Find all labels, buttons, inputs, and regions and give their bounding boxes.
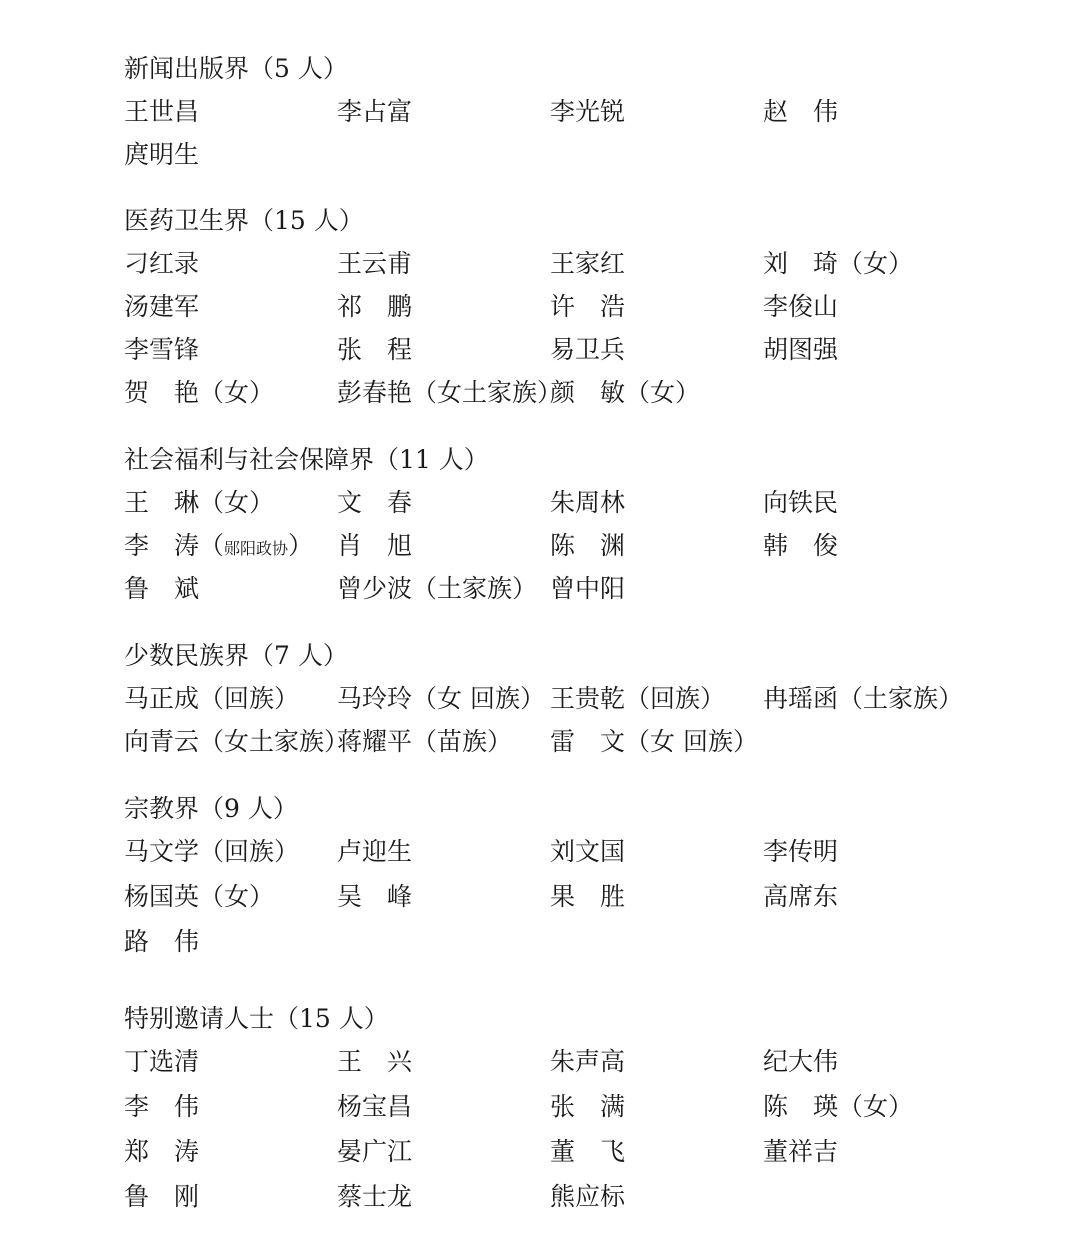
member-name: 朱声高 [550,1047,626,1076]
member-name: 李雪锋 [124,335,200,364]
member-name: 张 满 [550,1092,626,1121]
member-name: 胡图强 [763,335,839,364]
member-name: 冉瑶函（土家族） [763,684,964,713]
member-name: 蒋耀平（苗族） [337,727,513,756]
member-name: 向青云（女土家族） [124,727,350,756]
member-name: 颜 敏（女） [550,378,701,407]
member-name: 刘 琦（女） [763,249,914,278]
member-name: 王云甫 [337,249,413,278]
member-name: 郑 涛 [124,1137,200,1166]
member-name: 李 涛（郧阳政协） [124,531,314,560]
member-name: 王世昌 [124,97,200,126]
member-name: 向铁民 [763,488,839,517]
name-grid [124,488,1024,604]
member-name: 李俊山 [763,292,839,321]
member-name: 杨国英（女） [124,882,275,911]
member-name: 曾中阳 [550,574,626,603]
member-name: 王 兴 [337,1047,413,1076]
member-name: 杨宝昌 [337,1092,413,1121]
section-title: 特别邀请人士（15 人） [124,1004,389,1033]
member-name: 李光锐 [550,97,626,126]
member-name: 李占富 [337,97,413,126]
member-name: 董 飞 [550,1137,626,1166]
section-medicine-health [124,206,1024,408]
member-name: 雷 文（女 回族） [550,727,758,756]
member-name: 贺 艳（女） [124,378,275,407]
member-name: 李传明 [763,837,839,866]
member-name: 陈 渊 [550,531,626,560]
member-name: 纪大伟 [763,1047,839,1076]
member-name: 卢迎生 [337,837,413,866]
section-special-invitees [124,1004,1024,1212]
member-name: 吴 峰 [337,882,413,911]
member-name: 王家红 [550,249,626,278]
member-name: 晏广江 [337,1137,413,1166]
member-name: 马文学（回族） [124,837,300,866]
member-name: 易卫兵 [550,335,626,364]
member-name: 董祥吉 [763,1137,839,1166]
member-name: 汤建军 [124,292,200,321]
member-name: 庹明生 [124,140,200,169]
member-note: 郧阳政协 [224,539,289,558]
name-grid [124,97,1024,170]
member-name: 刁红录 [124,249,200,278]
member-name: 马正成（回族） [124,684,300,713]
name-grid [124,684,1024,757]
member-name: 彭春艳（女土家族） [337,378,563,407]
member-name: 韩 俊 [763,531,839,560]
member-name: 赵 伟 [763,97,839,126]
member-name: 张 程 [337,335,413,364]
member-name: 王 琳（女） [124,488,275,517]
name-grid [124,837,1024,957]
section-title: 社会福利与社会保障界（11 人） [124,445,489,474]
member-name: 肖 旭 [337,531,413,560]
member-name-main: 李 涛（ [124,531,225,560]
member-name: 高席东 [763,882,839,911]
member-name: 祁 鹏 [337,292,413,321]
member-name: 刘文国 [550,837,626,866]
member-name: 熊应标 [550,1182,626,1211]
section-title: 新闻出版界（5 人） [124,54,348,83]
member-name: 朱周林 [550,488,626,517]
member-name: 陈 瑛（女） [763,1092,914,1121]
member-name: 鲁 刚 [124,1182,200,1211]
section-social-welfare [124,445,1024,604]
member-name: 路 伟 [124,927,200,956]
member-name: 丁选清 [124,1047,200,1076]
member-name: 王贵乾（回族） [550,684,726,713]
section-ethnic-minorities [124,641,1024,757]
member-name: 李 伟 [124,1092,200,1121]
member-name: 果 胜 [550,882,626,911]
name-grid [124,249,1024,408]
section-religion [124,794,1024,957]
member-name: 文 春 [337,488,413,517]
name-grid [124,1047,1024,1212]
section-title: 宗教界（9 人） [124,794,298,823]
member-name: 马玲玲（女 回族） [337,684,545,713]
section-title: 医药卫生界（15 人） [124,206,364,235]
member-name: 鲁 斌 [124,574,200,603]
section-title: 少数民族界（7 人） [124,641,348,670]
member-name: 许 浩 [550,292,626,321]
member-name: 曾少波（土家族） [337,574,538,603]
member-name: 蔡士龙 [337,1182,413,1211]
section-press-publishing [124,54,1024,170]
